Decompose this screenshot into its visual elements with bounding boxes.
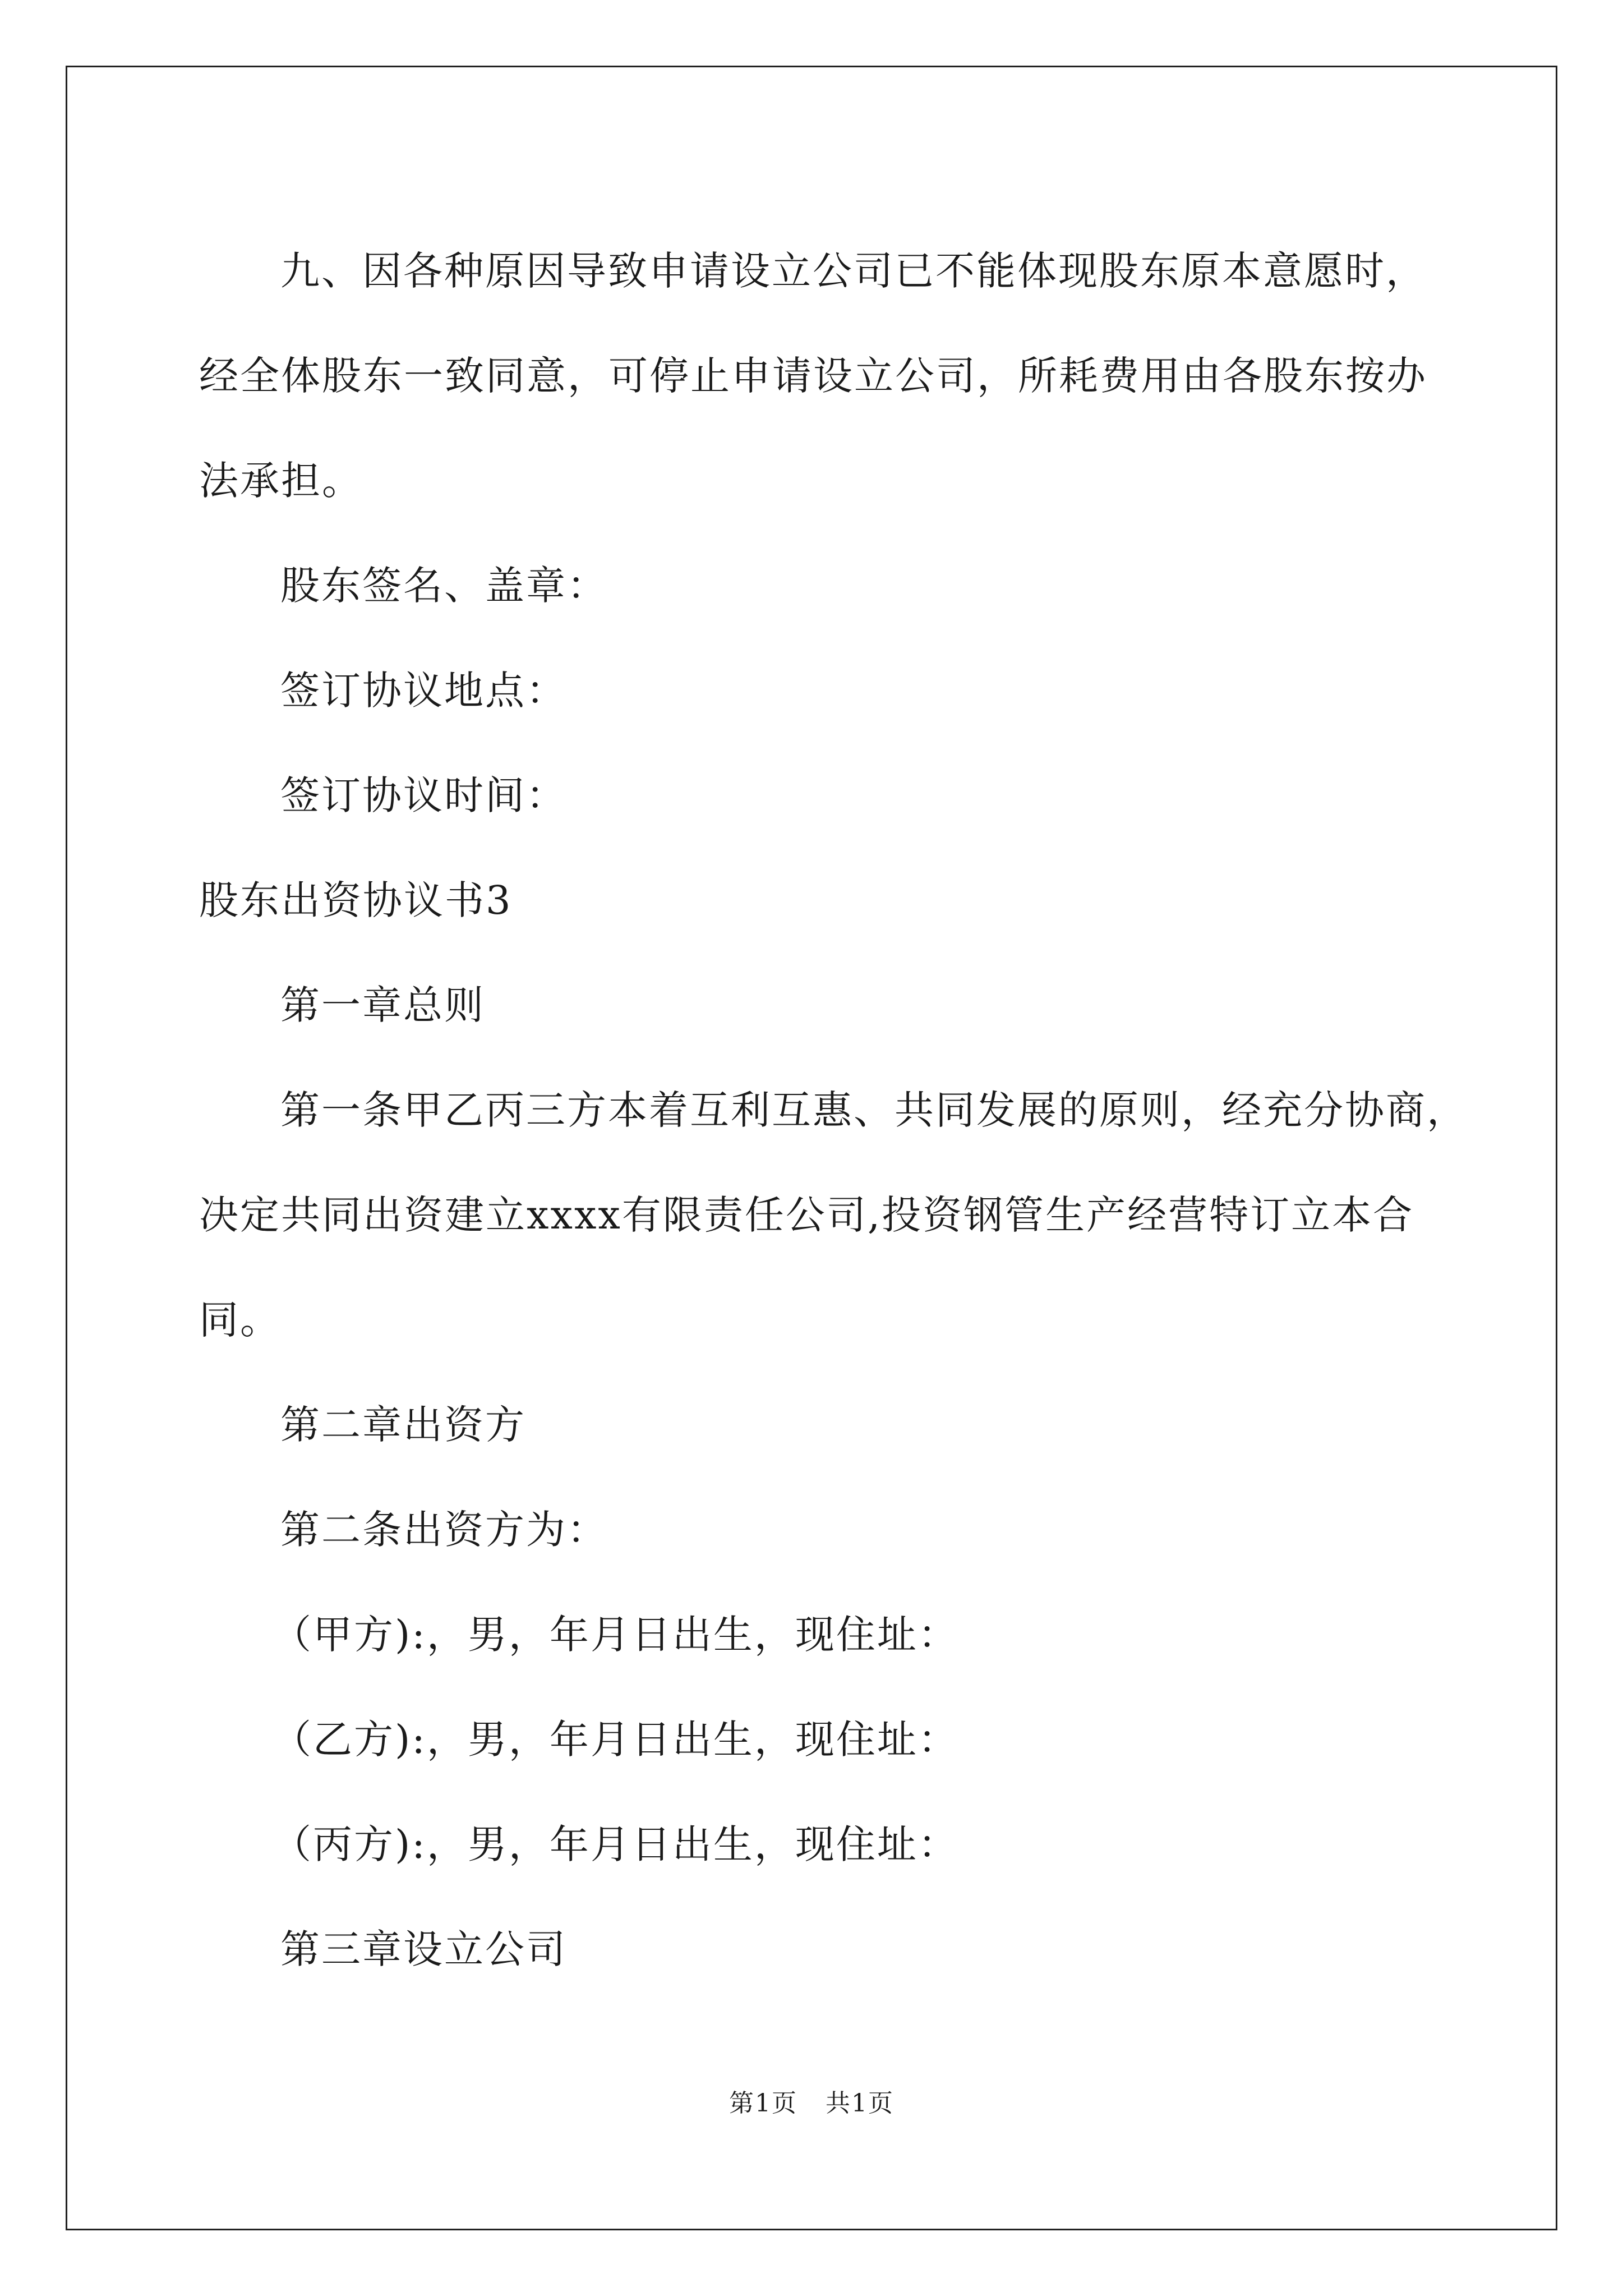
paragraph: 同。	[199, 1297, 281, 1343]
paragraph: 决定共同出资建立xxxx有限责任公司,投资钢管生产经营特订立本合	[199, 1192, 1414, 1238]
chapter-heading: 第三章设立公司	[280, 1926, 567, 1972]
section-title: 股东出资协议书3	[199, 877, 513, 923]
paragraph: 第一条甲乙丙三方本着互利互惠、共同发展的原则，经充分协商，	[280, 1087, 1468, 1133]
party-line: （乙方):，男，年月日出生，现住址：	[272, 1717, 959, 1763]
chapter-heading: 第一章总则	[280, 982, 485, 1028]
document-body	[199, 219, 1468, 2002]
paragraph: 签订协议地点：	[280, 668, 567, 714]
paragraph: 第二条出资方为：	[280, 1507, 608, 1553]
paragraph: 九、因各种原因导致申请设立公司已不能体现股东原本意愿时，	[280, 248, 1427, 294]
chapter-heading: 第二章出资方	[280, 1402, 526, 1448]
party-line: （甲方):，男，年月日出生，现住址：	[272, 1612, 959, 1658]
page-footer	[0, 2087, 1623, 2120]
page-total: 共1页	[826, 2089, 894, 2118]
paragraph: 法承担。	[199, 458, 363, 504]
party-line: （丙方):，男，年月日出生，现住址：	[272, 1821, 959, 1867]
paragraph: 签订协议时间：	[280, 772, 567, 818]
page-number: 第1页	[729, 2089, 797, 2118]
paragraph: 股东签名、盖章：	[280, 563, 608, 609]
paragraph: 经全体股东一致同意，可停止申请设立公司，所耗费用由各股东按办	[199, 353, 1427, 399]
